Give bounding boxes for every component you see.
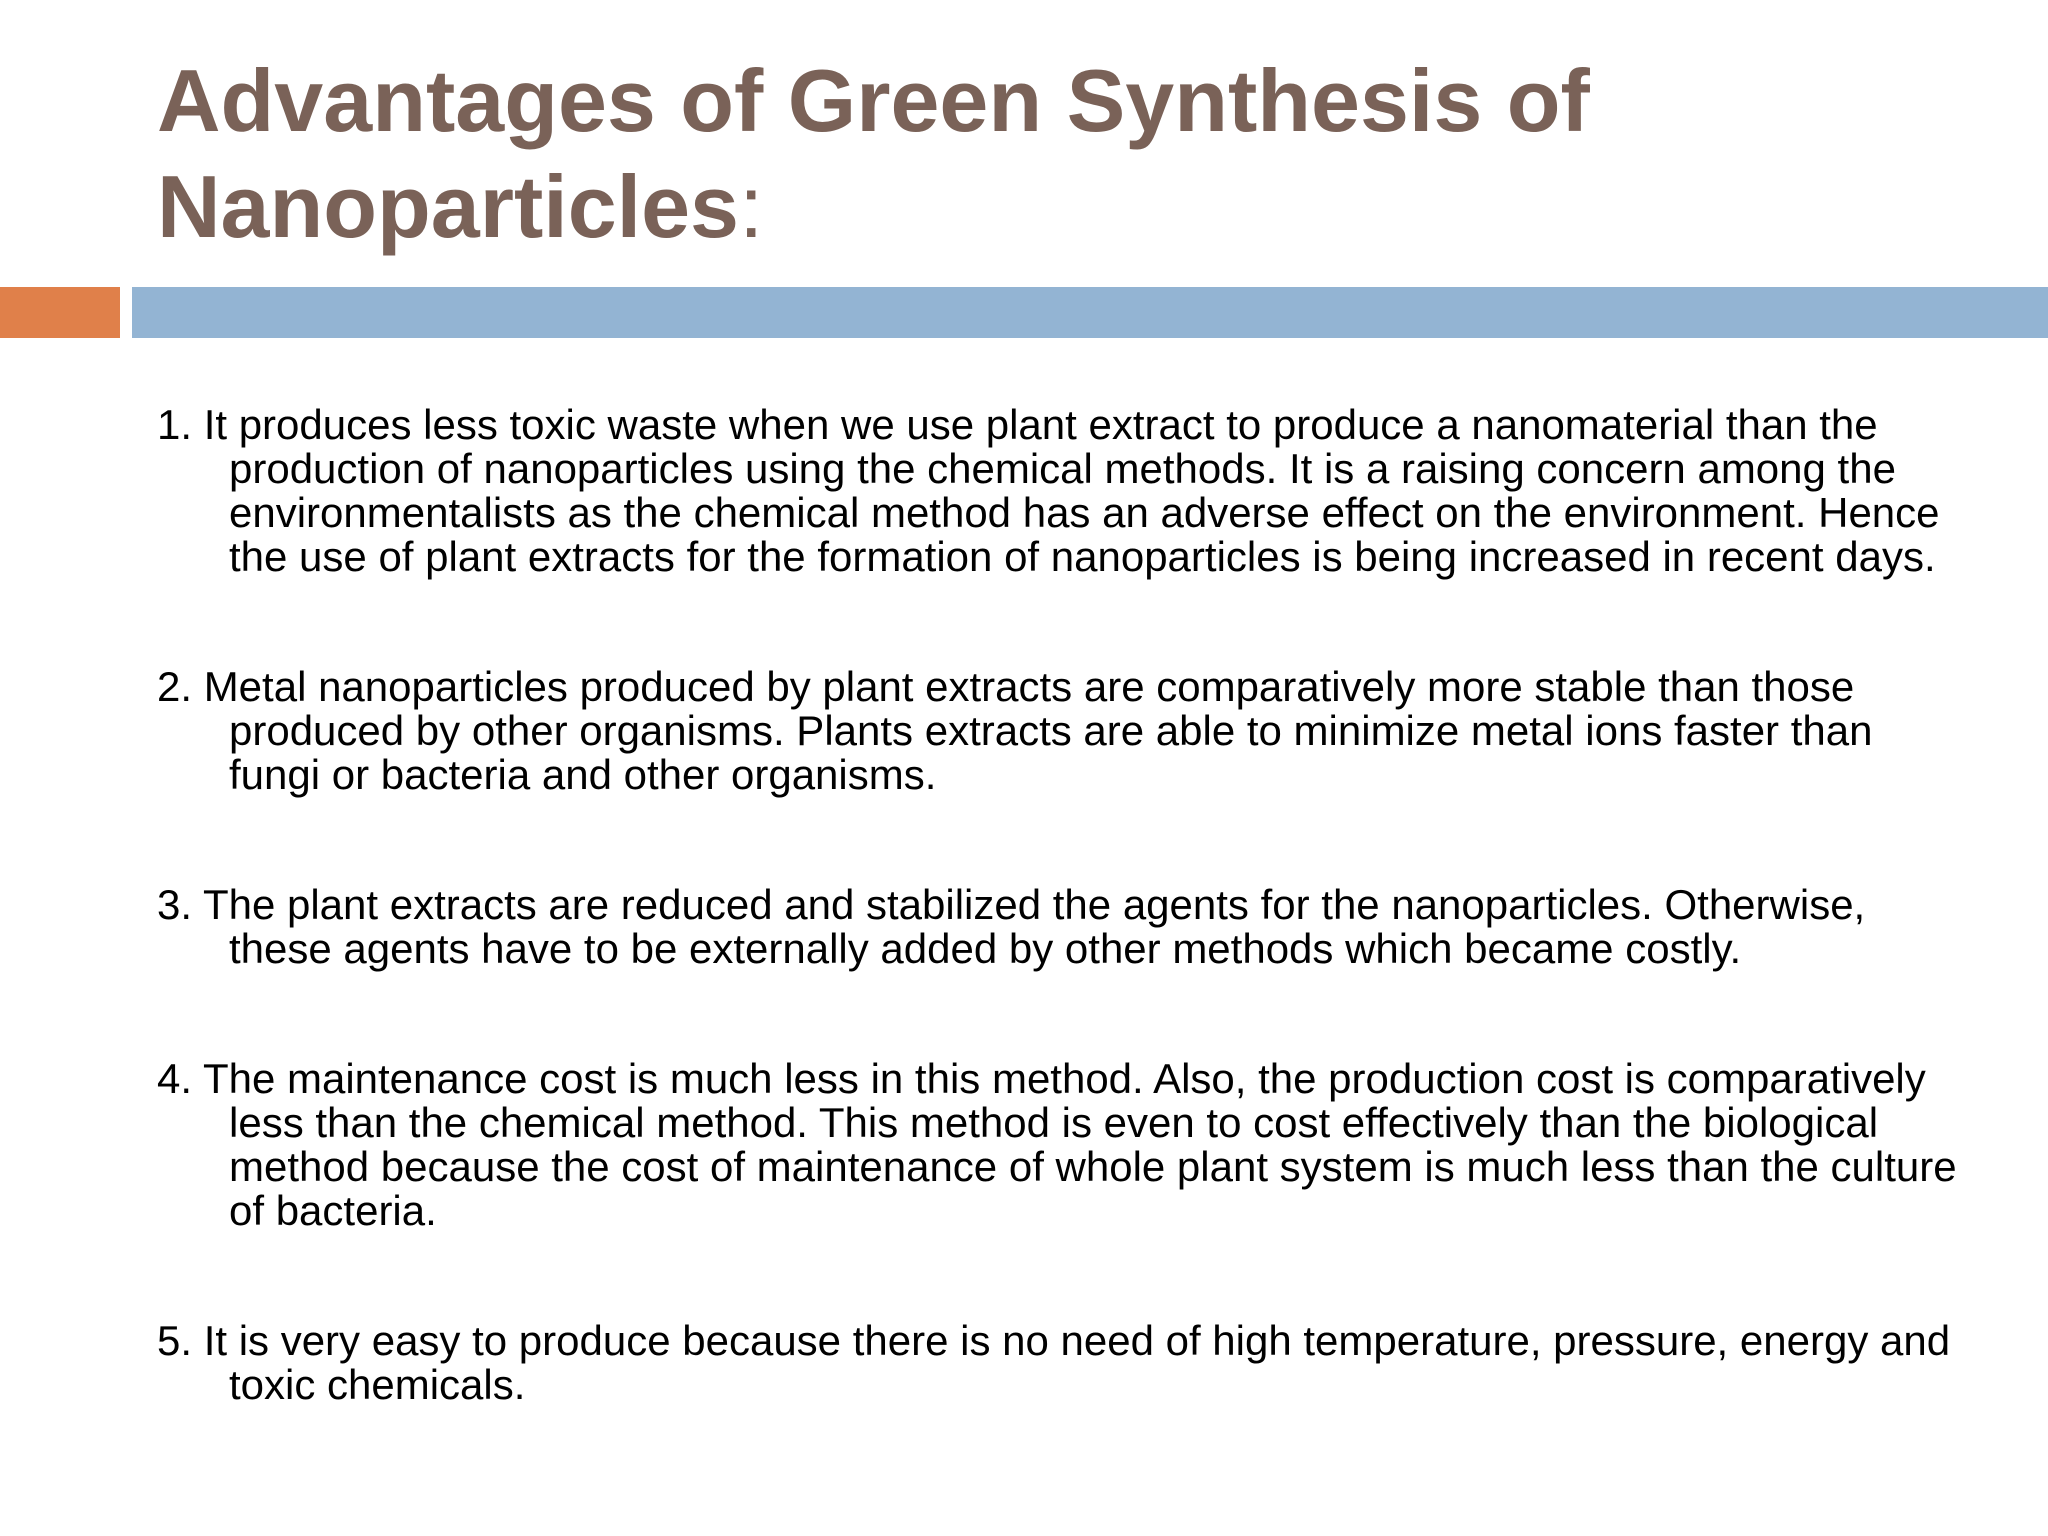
list-item-5: 5. It is very easy to produce because there is no need of high temperature, pressure, energy and toxic chemicals. <box>157 1317 1951 1408</box>
slide-title-text: Advantages of Green Synthesis of Nanoparticles <box>157 51 1590 256</box>
list-item-3: 3. The plant extracts are reduced and stabilized the agents for the nanoparticles. Otherwise, these agents have to be externally added by other methods which became costly. <box>157 881 1866 972</box>
title-divider-bar <box>132 287 2048 338</box>
title-accent-bar <box>0 287 120 338</box>
slide-title-colon: : <box>738 157 764 256</box>
list-item-1: 1. It produces less toxic waste when we use plant extract to produce a nanomaterial than the production of nanoparticles using the chemical methods. It is a raising concern among the environmentalists as the chemical method has an adverse effect on the environment. Hence the use of plant extracts for the formation of nanoparticles is being increased in recent days. <box>157 401 1940 580</box>
list-item-2: 2. Metal nanoparticles produced by plant extracts are comparatively more stable than those produced by other organisms. Plants extracts are able to minimize metal ions faster than fungi or bacteria and other organisms. <box>157 663 1873 798</box>
slide-title <box>157 48 1957 260</box>
advantages-list <box>157 403 1957 1407</box>
list-item-4: 4. The maintenance cost is much less in this method. Also, the production cost is comparatively less than the chemical method. This method is even to cost effectively than the biological method because the cost of maintenance of whole plant system is much less than the culture of bacteria. <box>157 1055 1957 1234</box>
